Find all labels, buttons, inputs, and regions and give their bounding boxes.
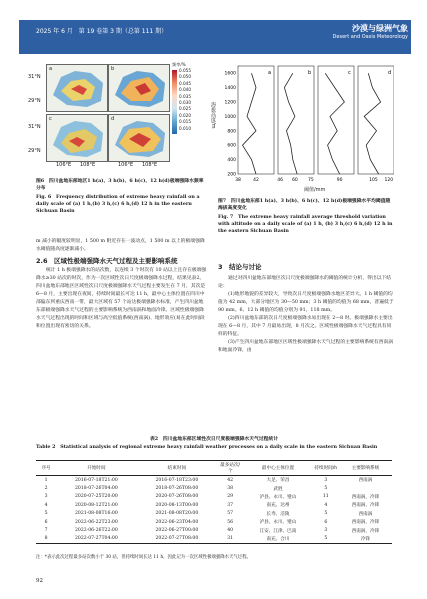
table-cell: 西南涡 xyxy=(358,478,373,484)
section-heading-3: 3 结论与讨论 xyxy=(218,263,262,271)
table-cell: 37 xyxy=(227,502,234,508)
table-cell: 江安、江津、巴南 xyxy=(259,528,297,534)
table-cell: 武胜 xyxy=(273,486,283,492)
table-2 xyxy=(36,460,392,544)
panel-label-a: a xyxy=(49,66,53,72)
conclusion-2: (2)四川盆地东部的次日尺度极端强降水易出现在 2—8 时。极端强降水主要出现在 6—8 月，其中 7 月最易出现，8 月次之。区域性极端强降水天气过程具有同样的特征。 xyxy=(218,316,393,337)
table-2-title-cn: 表2 四川盆地东部区域性次日尺度极端强降水天气过程统计 xyxy=(149,436,279,442)
figure-7-chart xyxy=(218,62,394,194)
lon-label-108e-right: 108°E xyxy=(142,162,158,168)
table-cell: 8 xyxy=(36,535,56,544)
x-tick-label: 42 xyxy=(253,178,259,183)
cb-tick: 0.025 xyxy=(179,106,191,112)
table-cell: 2 xyxy=(44,486,48,492)
table-cell: 3 xyxy=(324,477,328,483)
y-tick-label: 800 xyxy=(227,129,236,135)
table-row xyxy=(36,526,392,534)
panel-label-d: d xyxy=(388,70,392,76)
map-panel-a xyxy=(46,64,108,112)
cb-tick: 0.045 xyxy=(179,80,191,86)
y-tick-label: 1600 xyxy=(224,71,236,77)
table-cell: 南充、合川 xyxy=(243,535,313,544)
col-header: 主要影响系统 xyxy=(339,461,392,476)
table-cell: 2020-08-13T00:00 xyxy=(155,502,199,508)
table-cell: 2018-07-26T04:00 xyxy=(74,486,118,492)
panel-label-c: c xyxy=(348,70,351,76)
table-cell: 2020-07-25T20:00 xyxy=(74,494,118,500)
table-cell: 2022-06-26T22:00 xyxy=(74,528,118,534)
table-cell: 大足、荣昌 xyxy=(266,478,290,484)
table-cell: 6 xyxy=(44,519,48,525)
conclusion-3: (3)产生四川盆地东部地区区域性极端强降水天气过程的主要影响系统有西南涡和地面冷锋，由 xyxy=(218,340,394,353)
table-cell: 29 xyxy=(227,494,234,500)
table-cell: 7 xyxy=(44,528,48,534)
table-cell: 西南涡，冷锋 xyxy=(351,494,380,500)
map-c-shading xyxy=(47,115,107,161)
lat-label-29n-bottom: 29°N xyxy=(28,148,41,154)
table-row xyxy=(36,510,392,518)
table-cell: 4 xyxy=(324,502,328,508)
colorbar xyxy=(172,70,177,134)
x-tick-label: 75 xyxy=(307,178,314,183)
lon-label-106e-left: 106°E xyxy=(56,162,72,168)
table-cell: 1 xyxy=(44,477,48,483)
cb-tick: 0.015 xyxy=(179,119,191,125)
y-tick-label: 1000 xyxy=(224,114,236,120)
series-line-c xyxy=(325,73,344,174)
plot-frame-d xyxy=(358,66,394,174)
table-cell: 2022-07-27T04:00 xyxy=(56,535,137,544)
col-header: 开始时间 xyxy=(56,461,137,476)
journal-title-cn: 沙漠与绿洲气象 xyxy=(352,24,408,33)
table-cell: 4 xyxy=(44,502,48,508)
plot-frame-c xyxy=(318,66,354,174)
table-cell: 泸县、永川、璧山 xyxy=(259,520,297,526)
paragraph: m 减小的幅度较明显，1 500 m 附近存在一波动点，1 500 m 以上的极端强降水阈值随高度逐渐减小。 xyxy=(36,239,205,252)
map-panel-c xyxy=(46,114,108,162)
table-cell: 38 xyxy=(227,486,234,492)
table-row xyxy=(36,535,392,544)
table-cell: 2021-08-08T20:00 xyxy=(155,511,199,517)
table-cell: 西南涡 xyxy=(358,511,373,517)
x-tick-label: 38 xyxy=(235,178,241,183)
table-cell: 40 xyxy=(227,528,234,534)
plot-frame-a xyxy=(238,66,274,174)
left-column xyxy=(36,238,208,331)
table-cell: 长寿、涪陵 xyxy=(266,511,290,517)
y-tick-label: 1400 xyxy=(224,86,236,92)
table-cell: 2021-08-08T16:00 xyxy=(74,511,118,517)
table-cell: 3 xyxy=(324,528,328,534)
table-cell: 2022-07-27T08:00 xyxy=(137,535,218,544)
table-cell: 2022-06-27T00:00 xyxy=(155,528,199,534)
table-header-row xyxy=(36,461,392,476)
paragraph: 通过对四川盆地东部地区次日尺度极端强降水的阈值的统计分析，得出以下结论： xyxy=(218,276,392,289)
table-cell: 泸县、永川、璧山 xyxy=(259,494,297,500)
x-tick-label: 90 xyxy=(336,178,343,183)
cb-tick: 0.050 xyxy=(179,74,191,80)
lat-label-31n-bottom: 31°N xyxy=(28,124,41,130)
col-header: 结束时间 xyxy=(137,461,218,476)
plot-frame-b xyxy=(278,66,314,174)
y-tick-label: 1200 xyxy=(224,100,236,106)
panel-label-d: d xyxy=(111,116,115,122)
col-header: 持续时间/h xyxy=(313,461,339,476)
col-header: 最中心主体位置 xyxy=(243,461,313,476)
figure-6-caption-en: Fig. 6 Frequency distribution of extreme heavy rainfall on a daily scale of (a) 1 h,(b) 3 h,(c) 6 h,(d) 12 h in the eastern Sichuan Basin xyxy=(36,194,200,214)
figure-7-caption-cn: 图7 四川盆地东部1 h(a)、3 h(b)、6 h(c)、12 h(d)极端强降水平均阈值随海拔高度变化 xyxy=(218,198,391,211)
table-row xyxy=(36,501,392,509)
x-tick-label: 60 xyxy=(292,178,298,183)
panel-label-b: b xyxy=(111,66,115,72)
table-cell: 42 xyxy=(227,477,234,483)
figure-7-caption-en: Fig. 7 The extreme heavy rainfall average threshold variation with altitude on a daily scale of (a) 1 h, (b) 3 h,(c) 6 h,(d) 12 h in the eastern Sichuan Basin xyxy=(218,214,393,234)
figure-7 xyxy=(210,62,394,194)
issue-info: 2025 年 6 月 第 19 卷第 3 期（总第 111 期） xyxy=(36,28,168,35)
lat-label-29n-top: 29°N xyxy=(28,98,41,104)
series-line-d xyxy=(364,73,380,174)
col-header: 最多站次/个 xyxy=(217,461,243,476)
cb-tick: 0.020 xyxy=(179,112,191,118)
table-cell: 西南涡，冷锋 xyxy=(351,528,380,534)
right-column xyxy=(218,262,394,355)
cb-tick: 0.040 xyxy=(179,87,191,93)
cb-tick: 0.030 xyxy=(179,100,191,106)
conclusion-1: (1)地形地貌的差异较大，导致次日尺度极端强降水地区差异大。1 h 阈值的均值为 42 mm，大部分地区为 30—50 mm；3 h 阈值的均值为 68 mm，普遍低于 90 mm。6、12 h 阈值的均值分别为 91、118 mm。 xyxy=(218,292,394,313)
table-cell: 56 xyxy=(227,519,234,525)
cb-tick: 0.035 xyxy=(179,93,191,99)
col-header: 序号 xyxy=(36,461,56,476)
table-cell: 2016-07-18T21:00 xyxy=(74,477,118,483)
table-row xyxy=(36,476,392,485)
table-cell: 5 xyxy=(324,486,328,492)
table-cell: 西南涡，冷锋 xyxy=(351,520,380,526)
table-cell: 3 xyxy=(44,494,48,500)
map-panel-b xyxy=(108,64,170,112)
table-cell: 2022-06-22T23:00 xyxy=(74,519,118,525)
figure-6-caption-cn: 图6 四川盆地东部地区1 h(a)、3 h(b)、6 h(c)、12 h(d)极端强降水频率分布 xyxy=(36,178,204,191)
section-heading-2-6: 2.6 区域性极端强降水天气过程及主要影响系统 xyxy=(36,257,178,265)
x-tick-label: 46 xyxy=(277,178,283,183)
map-b-shading xyxy=(109,65,169,111)
y-tick-label: 400 xyxy=(227,158,236,164)
series-line-a xyxy=(243,73,257,174)
lon-label-108e-left: 108°E xyxy=(80,162,96,168)
panel-label-b: b xyxy=(308,70,312,76)
map-panel-d xyxy=(108,114,170,162)
table-cell: 5 xyxy=(313,535,339,544)
x-tick-label: 105 xyxy=(369,178,378,183)
y-tick-label: 600 xyxy=(227,143,236,149)
table-cell: 南充、达州 xyxy=(266,503,290,509)
table-cell: 2018-07-26T08:00 xyxy=(155,486,199,492)
paragraph: 统计 1 h 极端强降水的站次数，以连续 3 个时次有 10 站以上且存在极端强降水≥30 站次的时次，作为一次区域性次日尺度极端强降水过程，结果见表2。四川盆地东部地区区域性次日尺度极端强降水天气过程主要发生在 7 月，其次是 6—8 月，主要出现在夜间，持续时间最长可达 11 h，最中心主体位置在四川中部偏东到重庆西南一带，最大区域有 57 个站达极端强降水标准，产生四川盆地东部极端强降水天气过程的主要影响系统为西南涡和地面冷锋。区域性极端强降水天气过程出现的时间和区域与高空低值系统(西南涡)、地形效应(易在此时间段和位置出现有密切的关系。 xyxy=(36,268,207,329)
lon-label-106e-right: 106°E xyxy=(118,162,134,168)
fig7-y-axis-label: 海拔高度/m xyxy=(210,102,216,129)
table-row xyxy=(36,518,392,526)
map-a-shading xyxy=(47,65,107,111)
table-row xyxy=(36,493,392,501)
cb-tick: 0.010 xyxy=(179,125,191,131)
table-cell: 57 xyxy=(227,511,234,517)
table-cell xyxy=(339,484,392,492)
table-cell: 5 xyxy=(324,511,328,517)
journal-title-en: Desert and Oasis Meteorology xyxy=(332,34,408,40)
table-cell: 西南涡，冷锋 xyxy=(351,503,380,509)
table-cell: 2020-07-26T08:00 xyxy=(155,494,199,500)
cb-tick: 0.055 xyxy=(179,68,191,73)
table-cell: 6 xyxy=(324,519,328,525)
page-number: 92 xyxy=(36,578,43,584)
map-d-shading xyxy=(109,115,169,161)
figure-6 xyxy=(28,62,204,174)
panel-label-a: a xyxy=(268,70,272,76)
table-cell: 31 xyxy=(217,535,243,544)
table-2-note: 注：*表示此次过程最多站次数小于 30 站，但持续时间长达 11 h，因此记为一次区域性极端强降水天气过程。 xyxy=(36,555,251,560)
fig7-x-axis-label: 阈值/mm xyxy=(304,187,326,193)
table-cell: 2020-08-12T21:00 xyxy=(74,502,118,508)
x-tick-label: 120 xyxy=(384,178,394,183)
table-cell: 冷锋 xyxy=(339,535,392,544)
lat-label-31n-top: 31°N xyxy=(28,74,41,80)
series-line-b xyxy=(284,73,297,174)
colorbar-title: 频率/% xyxy=(172,62,186,67)
table-cell: 2022-06-23T04:00 xyxy=(155,519,199,525)
table-2-title-en: Table 2 Statistical analysis of regional extreme heavy rainfall weather processes on a daily scale in the eastern Sichuan Basin xyxy=(36,444,378,450)
panel-label-c: c xyxy=(49,116,52,122)
y-tick-label: 200 xyxy=(227,172,236,178)
table-row xyxy=(36,484,392,492)
table-cell: 2016-07-18T23:00 xyxy=(155,477,199,483)
table-cell: 11 xyxy=(322,494,329,500)
table-cell: 5 xyxy=(44,511,48,517)
colorbar-ticks xyxy=(179,68,191,132)
